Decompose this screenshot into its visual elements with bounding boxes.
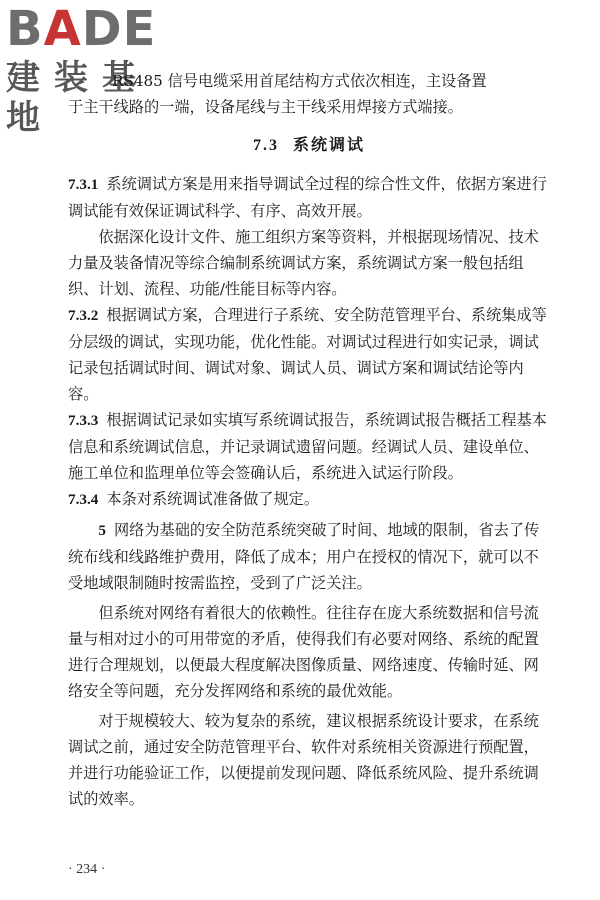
clause-paragraph (68, 171, 550, 224)
body-paragraph: 依据深化设计文件、施工组织方案等资料，并根据现场情况、技术力量及装备情况等综合编制系统调试方案，系统调试方案一般包括组织、计划、流程、功能/性能目标等内容。 (68, 228, 539, 298)
section-heading (68, 132, 550, 159)
clause-text: 系统调试方案是用来指导调试全过程的综合性文件，依据方案进行调试能有效保证调试科学、有序、高效开展。 (68, 175, 547, 220)
clause-text: 根据调试方案，合理进行子系统、安全防范管理平台、系统集成等分层级的调试，实现功能，优化性能。对调试过程进行如实记录，调试记录包括调试时间、调试对象、调试人员、调试方案和调试结论等内容。 (68, 306, 547, 403)
continued-line: RS485 信号电缆采用首尾结构方式依次相连，主设备置 (112, 72, 487, 90)
clause-paragraph (68, 302, 550, 407)
clause-number: 7.3.3 (68, 412, 99, 429)
clause-number: 7.3.4 (68, 491, 99, 508)
section-title: 系统调试 (292, 135, 365, 154)
page-number: · 234 · (68, 862, 106, 877)
page-body (68, 68, 550, 812)
body-paragraph: 对于规模较大、较为复杂的系统，建议根据系统设计要求，在系统调试之前，通过安全防范管理平台、软件对系统相关资源进行预配置，并进行功能验证工作，以便提前发现问题、降低系统风险、提升系统调试的效率。 (68, 712, 539, 808)
clause-paragraph (68, 486, 550, 513)
continued-line: 于主干线路的一端，设备尾线与主干线采用焊接方式端接。 (68, 98, 463, 116)
clause-text: 本条对系统调试准备做了规定。 (106, 490, 319, 508)
item-paragraph (68, 517, 550, 596)
clause-number: 7.3.2 (68, 307, 99, 324)
clause-paragraph (68, 407, 550, 486)
body-paragraph: 但系统对网络有着很大的依赖性。往往存在庞大系统数据和信号流量与相对过小的可用带宽的矛盾，使得我们有必要对网络、系统的配置进行合理规划，以便最大程度解决图像质量、网络速度、传输时延、网络安全等问题，充分发挥网络和系统的最优效能。 (68, 604, 539, 700)
logo-subtitle: 建装基地 (6, 58, 150, 138)
clause-number: 7.3.1 (68, 176, 99, 193)
section-number: 7.3 (252, 137, 279, 154)
item-text: 网络为基础的安全防范系统突破了时间、地域的限制，省去了传统布线和线路维护费用，降低了成本；用户在授权的情况下，就可以不受地域限制随时按需监控，受到了广泛关注。 (68, 521, 540, 592)
clause-text: 根据调试记录如实填写系统调试报告，系统调试报告概括工程基本信息和系统调试信息，并记录调试遗留问题。经调试人员、建设单位、施工单位和监理单位等会签确认后，系统进入试运行阶段。 (68, 411, 547, 482)
item-number: 5 (98, 522, 106, 539)
logo-wordmark: BADE (6, 1, 157, 57)
